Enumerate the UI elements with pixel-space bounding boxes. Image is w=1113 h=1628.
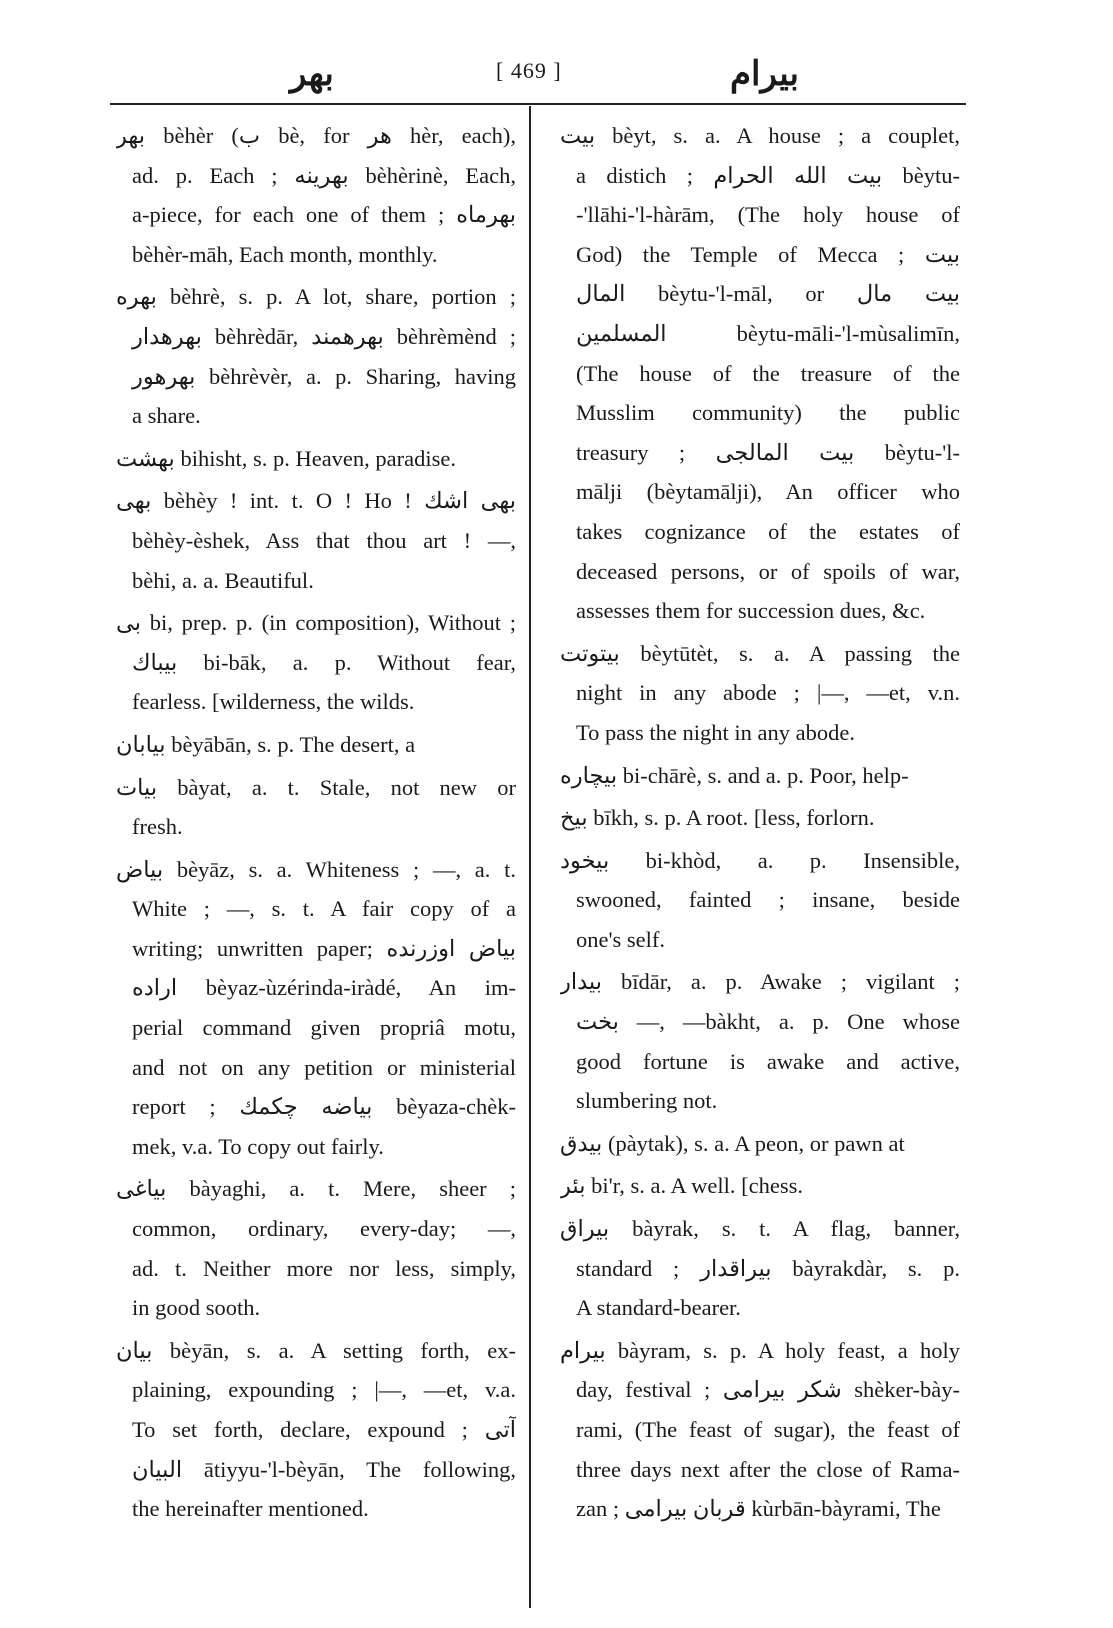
entry-line: بيدق (pàytak), s. a. A peon, or pawn at: [560, 1130, 905, 1156]
entry-line: and not on any petition or ministerial: [132, 1054, 516, 1080]
entry-line: بهشت bihisht, s. p. Heaven, paradise.: [116, 445, 456, 471]
entry-line: بيخ bīkh, s. p. A root. [less, forlorn.: [560, 805, 875, 831]
entry-line: المال bèytu-'l-māl, or بيت مال: [576, 281, 960, 307]
dictionary-entry: [116, 481, 516, 600]
entry-line: zan ; قربان بيرامى kùrbān-bàyrami, The: [576, 1496, 941, 1522]
entry-line: بيدار bīdār, a. p. Awake ; vigilant ;: [560, 969, 960, 995]
entry-line: writing; unwritten paper; بياض اوزرنده: [132, 935, 516, 961]
header-rule: [110, 103, 966, 105]
entry-line: deceased persons, or of spoils of war,: [576, 558, 960, 584]
entry-line: بيان bèyān, s. a. A setting forth, ex-: [116, 1337, 516, 1363]
dictionary-entry: [560, 1166, 960, 1206]
dictionary-entry: [116, 850, 516, 1167]
entry-line: standard ; بيراقدار bàyrakdàr, s. p.: [576, 1255, 960, 1281]
left-running-headword: بهر: [290, 56, 334, 93]
entry-line: بهره bèhrè, s. p. A lot, share, portion ;: [116, 284, 516, 310]
entry-line: night in any abode ; |—, —et, v.n.: [576, 680, 960, 706]
entry-line: a-piece, for each one of them ; بهرماه: [132, 202, 516, 228]
dictionary-entry: [116, 1169, 516, 1327]
entry-line: assesses them for succession dues, &c.: [576, 598, 926, 624]
entry-line: good fortune is awake and active,: [576, 1048, 960, 1074]
dictionary-entry: [560, 1209, 960, 1328]
right-running-headword: بيرام: [730, 56, 799, 93]
page-number: [ 469 ]: [496, 58, 562, 83]
entry-line: bèhèy-èshek, Ass that thou art ! —,: [132, 527, 516, 553]
entry-line: بيچاره bi-chārè, s. and a. p. Poor, help-: [560, 762, 909, 788]
entry-line: one's self.: [576, 926, 666, 952]
entry-line: ad. t. Neither more nor less, simply,: [132, 1255, 516, 1281]
entry-line: بياض bèyāz, s. a. Whiteness ; —, a. t.: [116, 856, 516, 882]
right-column: [560, 116, 960, 1532]
entry-line: بيات bàyat, a. t. Stale, not new or: [116, 774, 516, 800]
dictionary-entry: [560, 634, 960, 753]
entry-line: ad. p. Each ; بهرينه bèhèrinè, Each,: [132, 162, 516, 188]
entry-line: Musslim community) the public: [576, 400, 960, 426]
dictionary-entry: [560, 962, 960, 1120]
dictionary-entry: [116, 116, 516, 274]
entry-line: بيرام bàyram, s. p. A holy feast, a holy: [560, 1337, 960, 1363]
entry-line: -'llāhi-'l-hàrām, (The holy house of: [576, 202, 960, 228]
entry-line: بيتوتت bèytūtèt, s. a. A passing the: [560, 640, 960, 666]
entry-line: To pass the night in any abode.: [576, 719, 855, 745]
entry-line: rami, (The feast of sugar), the feast of: [576, 1417, 960, 1442]
dictionary-entry: [116, 1331, 516, 1529]
column-divider: [529, 106, 531, 1608]
dictionary-entry: [116, 603, 516, 722]
entry-line: bèhèr-māh, Each month, monthly.: [132, 241, 438, 267]
entry-line: بياغى bàyaghi, a. t. Mere, sheer ;: [116, 1176, 516, 1202]
entry-line: mālji (bèytamālji), An officer who: [576, 479, 960, 505]
entry-line: day, festival ; شكر بيرامى shèker-bày-: [576, 1377, 960, 1403]
dictionary-entry: [560, 116, 960, 631]
entry-line: A standard-bearer.: [576, 1295, 741, 1321]
entry-line: fresh.: [132, 814, 183, 840]
entry-line: common, ordinary, every-day; —,: [132, 1216, 516, 1242]
entry-line: بهى bèhèy ! int. t. O ! Ho ! بهى اشك: [116, 488, 516, 514]
entry-line: mek, v.a. To copy out fairly.: [132, 1133, 384, 1159]
dictionary-entry: [116, 277, 516, 435]
entry-line: bèhi, a. a. Beautiful.: [132, 567, 314, 593]
entry-line: (The house of the treasure of the: [576, 360, 960, 386]
entry-line: fearless. [wilderness, the wilds.: [132, 689, 415, 715]
page-header: [0, 52, 1113, 96]
entry-line: perial command given propriâ motu,: [132, 1015, 516, 1041]
entry-line: swooned, fainted ; insane, beside: [576, 887, 960, 913]
entry-line: report ; بياضه چكمك bèyaza-chèk-: [132, 1094, 516, 1120]
dictionary-entry: [560, 1124, 960, 1164]
dictionary-entry: [560, 798, 960, 838]
entry-line: God) the Temple of Mecca ; بيت: [576, 241, 960, 267]
entry-line: slumbering not.: [576, 1088, 718, 1114]
entry-line: بهرهدار bèhrèdār, بهرهمند bèhrèmènd ;: [132, 323, 516, 349]
entry-line: To set forth, declare, expound ; آتى: [132, 1417, 516, 1442]
entry-line: White ; —, s. t. A fair copy of a: [132, 896, 516, 922]
entry-line: اراده bèyaz-ùzérinda-iràdé, An im-: [132, 975, 516, 1001]
entry-line: plaining, expounding ; |—, —et, v.a.: [132, 1377, 516, 1403]
dictionary-entry: [116, 725, 516, 765]
entry-line: treasury ; بيت المالجى bèytu-'l-: [576, 439, 960, 465]
dictionary-entry: [116, 768, 516, 847]
entry-line: in good sooth.: [132, 1295, 261, 1321]
dictionary-entry: [560, 756, 960, 796]
entry-line: بيت bèyt, s. a. A house ; a couplet,: [560, 123, 960, 148]
entry-line: a share.: [132, 403, 201, 429]
entry-line: the hereinafter mentioned.: [132, 1496, 369, 1522]
entry-line: بهرهور bèhrèvèr, a. p. Sharing, having: [132, 363, 516, 389]
entry-line: بيخود bi-khòd, a. p. Insensible,: [560, 847, 960, 873]
entry-line: المسلمين bèytu-māli-'l-mùsalimīn,: [576, 320, 960, 346]
entry-line: بخت —, —bàkht, a. p. One whose: [576, 1009, 960, 1035]
entry-line: بى bi, prep. p. (in composition), Without ;: [116, 610, 516, 636]
dictionary-entry: [116, 439, 516, 479]
dictionary-entry: [560, 1331, 960, 1529]
entry-line: بيراق bàyrak, s. t. A flag, banner,: [560, 1216, 960, 1242]
left-column: [116, 116, 516, 1532]
entry-line: بيابان bèyābān, s. p. The desert, a: [116, 731, 416, 757]
entry-line: three days next after the close of Rama-: [576, 1456, 960, 1482]
entry-line: takes cognizance of the estates of: [576, 518, 960, 544]
entry-line: بهر bèhèr (ب bè, for هر hèr, each),: [116, 123, 516, 148]
entry-line: البيان ātiyyu-'l-bèyān, The following,: [132, 1456, 516, 1482]
dictionary-entry: [560, 841, 960, 960]
entry-line: a distich ; بيت الله الحرام bèytu-: [576, 162, 960, 188]
entry-line: بئر bi'r, s. a. A well. [chess.: [560, 1173, 803, 1199]
entry-line: بيباك bi-bāk, a. p. Without fear,: [132, 649, 516, 675]
